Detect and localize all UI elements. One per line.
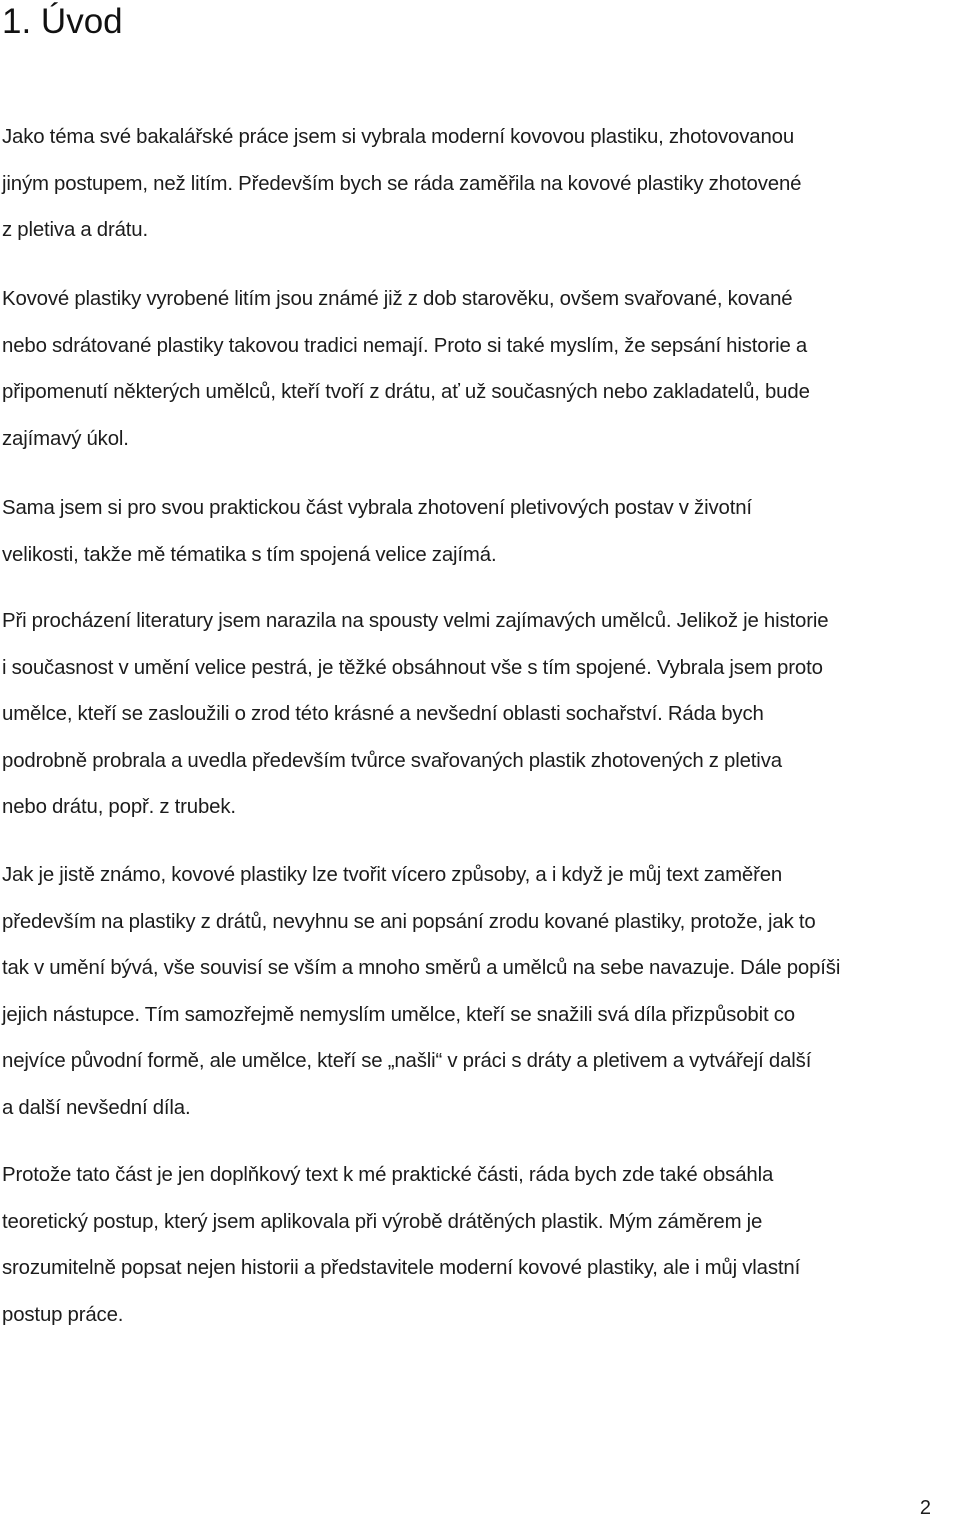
paragraph-line: Kovové plastiky vyrobené litím jsou známé již z dob starověku, ovšem svařované, kované bbox=[2, 288, 793, 310]
paragraph-line: nebo drátu, popř. z trubek. bbox=[2, 796, 236, 818]
paragraph-line: teoretický postup, který jsem aplikovala při výrobě drátěných plastik. Mým záměrem je bbox=[2, 1210, 763, 1233]
paragraph-line: Jako téma své bakalářské práce jsem si vybrala moderní kovovou plastiku, zhotovovanou bbox=[2, 126, 795, 148]
paragraph-line: Sama jsem si pro svou praktickou část vybrala zhotovení pletivových postav v životní bbox=[2, 497, 752, 519]
paragraph-line: umělce, kteří se zasloužili o zrod této krásné a nevšední oblasti sochařství. Ráda bych bbox=[2, 703, 764, 725]
paragraph-3 bbox=[2, 485, 959, 578]
paragraph-6 bbox=[2, 1152, 959, 1338]
paragraph-line: zajímavý úkol. bbox=[2, 427, 129, 450]
paragraph-5 bbox=[2, 852, 959, 1131]
paragraph-line: Při procházení literatury jsem narazila na spousty velmi zajímavých umělců. Jelikož je historie bbox=[2, 610, 829, 632]
paragraph-line: Protože tato část je jen doplňkový text k mé praktické části, ráda bych zde také obsáhla bbox=[2, 1164, 774, 1186]
paragraph-line: velikosti, takže mě tématika s tím spojená velice zajímá. bbox=[2, 543, 497, 566]
paragraph-line: podrobně probrala a uvedla především tvůrce svařovaných plastik zhotovených z pletiva bbox=[2, 749, 782, 772]
paragraph-line: postup práce. bbox=[2, 1303, 124, 1326]
paragraph-line: i současnost v umění velice pestrá, je těžké obsáhnout vše s tím spojené. Vybrala jsem proto bbox=[2, 656, 823, 679]
paragraph-line: Jak je jistě známo, kovové plastiky lze tvořit vícero způsoby, a i když je můj text zaměřen bbox=[2, 864, 783, 886]
paragraph-4 bbox=[2, 598, 959, 831]
page-number: 2 bbox=[919, 1497, 931, 1519]
paragraph-line: nejvíce původní formě, ale umělce, kteří se „našli“ v práci s dráty a pletivem a vytvářejí další bbox=[2, 1050, 812, 1072]
chapter-heading: 1. Úvod bbox=[2, 2, 123, 41]
paragraph-1 bbox=[2, 114, 959, 254]
paragraph-line: a další nevšední díla. bbox=[2, 1096, 191, 1119]
paragraph-line: jiným postupem, než litím. Především bych se ráda zaměřila na kovové plastiky zhotovené bbox=[2, 172, 802, 195]
paragraph-line: z pletiva a drátu. bbox=[2, 219, 149, 241]
paragraph-line: především na plastiky z drátů, nevyhnu se ani popsání zrodu kované plastiky, protože, jak to bbox=[2, 910, 816, 933]
paragraph-line: srozumitelně popsat nejen historii a představitele moderní kovové plastiky, ale i můj vlastní bbox=[2, 1257, 801, 1279]
paragraph-line: tak v umění bývá, vše souvisí se vším a mnoho směrů a umělců na sebe navazuje. Dále popíši bbox=[2, 957, 841, 979]
paragraph-line: připomenutí některých umělců, kteří tvoří z drátu, ať už současných nebo zakladatelů, bude bbox=[2, 381, 810, 403]
paragraph-line: nebo sdrátované plastiky takovou tradici nemají. Proto si také myslím, že sepsání historie a bbox=[2, 334, 808, 357]
paragraph-2 bbox=[2, 276, 959, 462]
paragraph-line: jejich nástupce. Tím samozřejmě nemyslím umělce, kteří se snažili svá díla přizpůsobit co bbox=[2, 1003, 795, 1026]
